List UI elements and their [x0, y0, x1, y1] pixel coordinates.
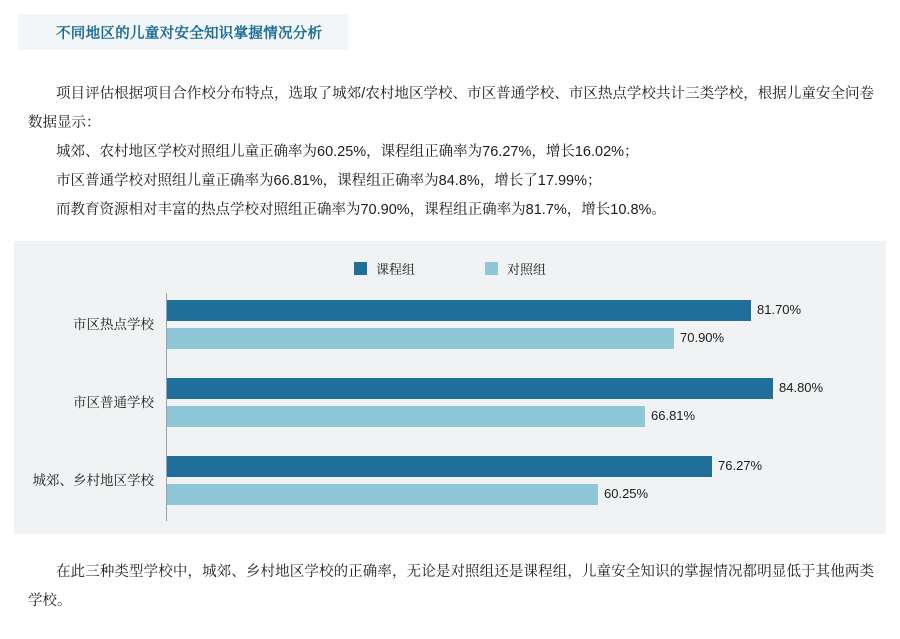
- bar-group: [14, 453, 886, 515]
- bar-group: [14, 297, 886, 359]
- bar-value-label: 70.90%: [680, 330, 725, 345]
- page-title: 不同地区的儿童对安全知识掌握情况分析: [56, 25, 323, 42]
- paragraph-4: 而教育资源相对丰富的热点学校对照组正确率为70.90%，课程组正确率为81.7%，增长10.8%。: [56, 202, 666, 218]
- legend-item-course-group[interactable]: [354, 259, 415, 278]
- bar-control-group[interactable]: [167, 484, 649, 505]
- category-label: 市区普通学校: [73, 395, 154, 410]
- bar-value-label: 81.70%: [757, 302, 802, 317]
- bar-control-group[interactable]: [167, 406, 696, 427]
- bar-fill: [167, 484, 598, 505]
- category-label: 市区热点学校: [73, 317, 154, 332]
- paragraph-2: 城郊、农村地区学校对照组儿童正确率为60.25%，课程组正确率为76.27%，增长16.02%；: [56, 144, 639, 160]
- legend-swatch-course-group: [354, 262, 367, 275]
- bar-fill: [167, 328, 674, 349]
- legend-item-control-group[interactable]: [485, 259, 546, 278]
- bar-value-label: 84.80%: [779, 380, 824, 395]
- bar-fill: [167, 300, 751, 321]
- chart-panel: [14, 241, 886, 534]
- category-label: 城郊、乡村地区学校: [32, 473, 154, 488]
- paragraph-3: 市区普通学校对照组儿童正确率为66.81%，课程组正确率为84.8%，增长了17.99%；: [56, 173, 602, 189]
- legend-swatch-control-group: [485, 262, 498, 275]
- paragraph-1: 项目评估根据项目合作校分布特点，选取了城郊/农村地区学校、市区普通学校、市区热点学校共计三类学校，根据儿童安全问卷数据显示：: [28, 86, 874, 131]
- bar-course-group[interactable]: [167, 456, 763, 477]
- bar-fill: [167, 456, 712, 477]
- body-text-block: [28, 80, 874, 225]
- bar-fill: [167, 406, 645, 427]
- bar-value-label: 76.27%: [718, 458, 763, 473]
- bar-value-label: 60.25%: [604, 486, 649, 501]
- bar-course-group[interactable]: [167, 378, 824, 399]
- bar-control-group[interactable]: [167, 328, 725, 349]
- bar-course-group[interactable]: [167, 300, 802, 321]
- chart-plot-area: [14, 289, 886, 529]
- bar-value-label: 66.81%: [651, 408, 696, 423]
- footer-paragraph: 在此三种类型学校中，城郊、乡村地区学校的正确率，无论是对照组还是课程组，儿童安全知识的掌握情况都明显低于其他两类学校。: [28, 564, 874, 609]
- chart-legend: [14, 259, 886, 278]
- legend-label-course-group: 课程组: [375, 262, 415, 277]
- bar-group: [14, 375, 886, 437]
- bar-fill: [167, 378, 773, 399]
- footer-text-block: [28, 558, 874, 616]
- legend-label-control-group: 对照组: [507, 262, 547, 277]
- title-banner: [18, 14, 348, 50]
